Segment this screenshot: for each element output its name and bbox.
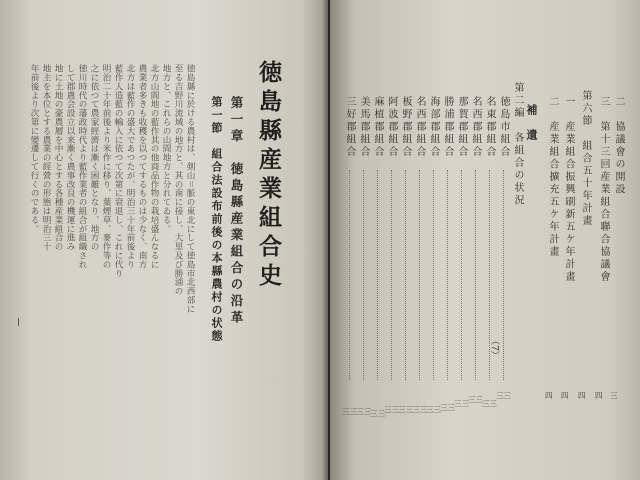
toc-page-number: 三三 <box>468 395 483 404</box>
body-line: 藍作人造藍の輸入に依つて次第に衰退し、これに代り <box>113 64 123 278</box>
toc-page-number: 三三 <box>342 407 357 416</box>
toc-entry: 美馬郡組合 <box>358 96 369 159</box>
toc-entry: 第六節 組合五十年計畫 <box>580 90 591 228</box>
toc-entry: 徳島市組合 <box>498 96 509 159</box>
body-line: 明治二十年前後より米作に移り、葉煙草、麥作等の <box>101 64 111 269</box>
toc-entry: 那賀郡組合 <box>456 96 467 159</box>
toc-page-number: 四 <box>545 391 553 400</box>
toc-page-number: 三三 <box>454 399 469 408</box>
dot-leader <box>363 170 365 380</box>
toc-entry: 二 協議會の開設 <box>613 96 624 196</box>
toc-entry: 板野郡組合 <box>400 96 411 159</box>
toc-page-number: 三三 <box>384 405 399 414</box>
toc-page-number: 四 <box>578 391 586 400</box>
body-line: 北方山間地の藍作其の他商品作物の栽培盛んなるに <box>149 64 159 269</box>
chapter-heading: 第一章 徳島縣産業組合の沿革 <box>229 96 244 327</box>
toc-page-number: 三三 <box>496 391 511 400</box>
toc-page-number: 三三 <box>356 407 371 416</box>
body-line: 地方と、これらの山間地方と分れてゐる。 <box>161 64 171 234</box>
body-line: 年前後より次第に變遷して行くのである。 <box>29 64 39 234</box>
body-line: 地に土地の豪農層を中心とする各種産業組合の <box>53 64 63 251</box>
toc-page-number: 三三 <box>482 399 497 408</box>
body-line: 之に依つて農家經濟は漸く困難となり、地方の <box>89 64 99 251</box>
dot-leader <box>447 170 449 380</box>
dot-leader <box>405 170 407 380</box>
dot-leader <box>377 170 379 380</box>
toc-page-number: 三三 <box>398 405 413 414</box>
toc-entry: 阿波郡組合 <box>386 96 397 159</box>
dot-leader <box>419 170 421 380</box>
margin-tick <box>18 318 19 326</box>
body-line: 徳島縣に於ける農村は、剣山＝脈の東北にして徳島市北西部に <box>185 64 195 314</box>
toc-entry: 名東郡組合 <box>484 96 495 159</box>
right-page <box>330 0 640 480</box>
body-line: 地主を本位とする農業の經營の形態は明治三十 <box>41 64 51 251</box>
toc-page-number: 三三 <box>370 409 385 418</box>
toc-page-number: 三三 <box>426 405 441 414</box>
book-title: 徳島縣産業組合史 <box>255 60 282 292</box>
toc-page-number: 四 <box>595 391 603 400</box>
toc-entry: 二 産業組合擴充五ケ年計畫 <box>547 96 558 259</box>
dot-leader <box>503 170 505 380</box>
dot-leader <box>475 170 477 380</box>
dot-leader <box>349 170 351 380</box>
dot-leader <box>461 170 463 380</box>
toc-entry: 名西郡組合 <box>470 96 481 159</box>
toc-entry: 海部郡組合 <box>428 96 439 159</box>
toc-page-number: 三三 <box>412 405 427 414</box>
supplement-subheading: 第二編 各組合の状況 <box>512 82 523 207</box>
toc-page-number: 三 <box>610 391 618 400</box>
toc-entry: 名西郡組合 <box>414 96 425 159</box>
body-line: 北方は藍作の盛大であつたが、明治三十年前後より <box>125 64 135 269</box>
body-line: して郡農会設立以来漸く農事改良の機運に進み <box>65 64 75 251</box>
supplement-heading: 補遺 <box>525 104 538 154</box>
toc-entry: 一 産業組合振興刷新五ケ年計畫 <box>563 96 574 284</box>
toc-page-number: 三三 <box>440 403 455 412</box>
dot-leader <box>391 170 393 380</box>
toc-entry: 三 第十三回産業組合聯合協議會 <box>598 96 609 284</box>
toc-page-number: 四 <box>561 391 569 400</box>
toc-entry: 勝浦郡組合 <box>442 96 453 159</box>
section-heading: 第一節 組合法設布前後の本縣農村の状態 <box>210 96 223 343</box>
page-number-marker: （7） <box>489 336 499 360</box>
body-line: 至る吉野川流域の地方と、其の南に接し、大里及び勝浦の <box>173 64 183 296</box>
dot-leader <box>433 170 435 380</box>
toc-entry: 麻植郡組合 <box>372 96 383 159</box>
body-line: 徳川時代の藩政時代より藍作業者の組合が組織され <box>77 64 87 269</box>
toc-entry: 三好郡組合 <box>344 96 355 159</box>
body-line: 農業者多きも收穫を以つてするものは少なく、南方 <box>137 64 147 269</box>
